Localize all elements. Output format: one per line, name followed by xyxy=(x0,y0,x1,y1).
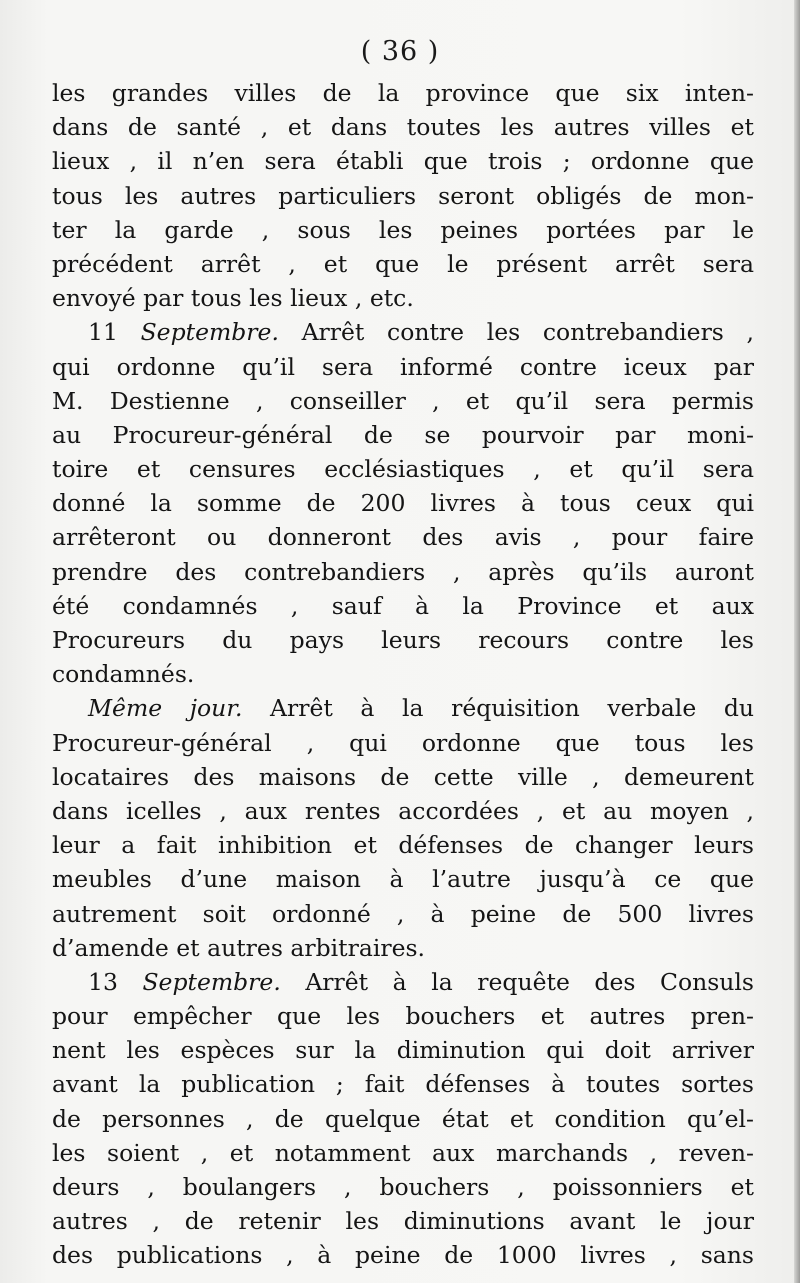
text-line xyxy=(52,691,754,725)
text-segment: ter la garde , sous les peines portées par le xyxy=(52,215,754,244)
text-line xyxy=(52,281,754,315)
text-line xyxy=(52,384,754,418)
text-line xyxy=(52,897,754,931)
italic-date-text: Septembre. xyxy=(140,318,279,347)
text-segment: été condamnés , sauf à la Province et aux xyxy=(52,591,754,620)
text-segment: envoyé par tous les lieux , etc. xyxy=(52,284,414,313)
text-line xyxy=(52,726,754,760)
text-segment: des publications , à peine de 1000 livres , sans xyxy=(52,1241,754,1270)
italic-date-text: Septembre. xyxy=(142,967,281,996)
text-segment: les soient , et notamment aux marchands , reven- xyxy=(52,1138,754,1167)
text-segment: avant la publication ; fait défenses à toutes sortes xyxy=(52,1070,754,1099)
text-segment: donné la somme de 200 livres à tous ceux qui xyxy=(52,489,754,518)
text-line xyxy=(52,1033,754,1067)
page-number: ( 36 ) xyxy=(360,36,440,67)
text-line xyxy=(52,965,754,999)
text-line xyxy=(52,247,754,281)
text-line xyxy=(52,1238,754,1272)
text-segment: leur a fait inhibition et défenses de changer leurs xyxy=(52,831,754,860)
text-segment: précédent arrêt , et que le présent arrêt sera xyxy=(52,249,754,278)
text-line xyxy=(52,520,754,554)
text-segment: les grandes villes de la province que six inten- xyxy=(52,79,754,107)
text-line xyxy=(52,418,754,452)
italic-date-text: Même jour. xyxy=(88,694,243,723)
text-segment: de personnes , de quelque état et condition qu’el- xyxy=(52,1104,754,1133)
text-segment: meubles d’une maison à l’autre jusqu’à ce que xyxy=(52,865,754,894)
text-segment: dans de santé , et dans toutes les autres villes et xyxy=(52,113,754,142)
page-edge-shadow xyxy=(794,0,800,1283)
text-segment: Procureur-général , qui ordonne que tous les xyxy=(52,728,754,757)
text-segment: qui ordonne qu’il sera informé contre iceux par xyxy=(52,352,754,381)
text-segment: deurs , boulangers , bouchers , poissonniers et xyxy=(52,1173,754,1201)
text-line xyxy=(52,1102,754,1136)
text-line xyxy=(52,213,754,247)
text-segment: arrêteront ou donneront des avis , pour faire xyxy=(52,523,754,552)
text-segment: dans icelles , aux rentes accordées , et au moyen , xyxy=(52,796,754,825)
text-line xyxy=(52,931,754,965)
text-line xyxy=(52,862,754,896)
text-segment: condamnés. xyxy=(52,660,195,689)
text-segment: prendre des contrebandiers , après qu’ils auront xyxy=(52,557,754,586)
text-segment: tous les autres particuliers seront obligés de mon- xyxy=(52,181,754,210)
text-line xyxy=(52,794,754,828)
text-segment: au Procureur-général de se pourvoir par moni- xyxy=(52,420,754,449)
text-line xyxy=(52,1136,754,1170)
text-line xyxy=(52,657,754,691)
text-line xyxy=(52,486,754,520)
text-segment: nent les espèces sur la diminution qui doit arriver xyxy=(52,1036,754,1065)
text-line xyxy=(52,828,754,862)
text-line xyxy=(52,1204,754,1238)
text-line xyxy=(52,999,754,1033)
text-line xyxy=(52,760,754,794)
text-segment: Arrêt à la réquisition verbale du xyxy=(242,694,754,723)
text-segment: locataires des maisons de cette ville , demeurent xyxy=(52,762,754,791)
body-text xyxy=(52,76,754,1273)
text-segment: Procureurs du pays leurs recours contre les xyxy=(52,626,754,654)
text-line xyxy=(52,350,754,384)
text-line xyxy=(52,555,754,589)
text-segment: pour empêcher que les bouchers et autres pren- xyxy=(52,1002,754,1031)
text-segment: lieux , il n’en sera établi que trois ; ordonne que xyxy=(52,147,754,176)
text-segment: autres , de retenir les diminutions avant le jour xyxy=(52,1207,754,1236)
text-segment: Arrêt contre les contrebandiers , xyxy=(278,318,754,347)
text-line xyxy=(52,144,754,178)
text-line xyxy=(52,452,754,486)
text-segment: autrement soit ordonné , à peine de 500 livres xyxy=(52,899,754,928)
text-line xyxy=(52,315,754,349)
text-line xyxy=(52,110,754,144)
text-line xyxy=(52,589,754,623)
text-line xyxy=(52,1067,754,1101)
text-segment: 11 xyxy=(88,318,141,347)
text-line xyxy=(52,179,754,213)
text-segment: Arrêt à la requête des Consuls xyxy=(280,967,754,996)
text-segment: 13 xyxy=(88,967,143,996)
text-line xyxy=(52,1170,754,1204)
text-line xyxy=(52,76,754,110)
text-segment: toire et censures ecclésiastiques , et qu’il sera xyxy=(52,455,754,484)
text-segment: M. Destienne , conseiller , et qu’il sera permis xyxy=(52,386,754,415)
text-line xyxy=(52,623,754,657)
text-segment: d’amende et autres arbitraires. xyxy=(52,933,426,962)
